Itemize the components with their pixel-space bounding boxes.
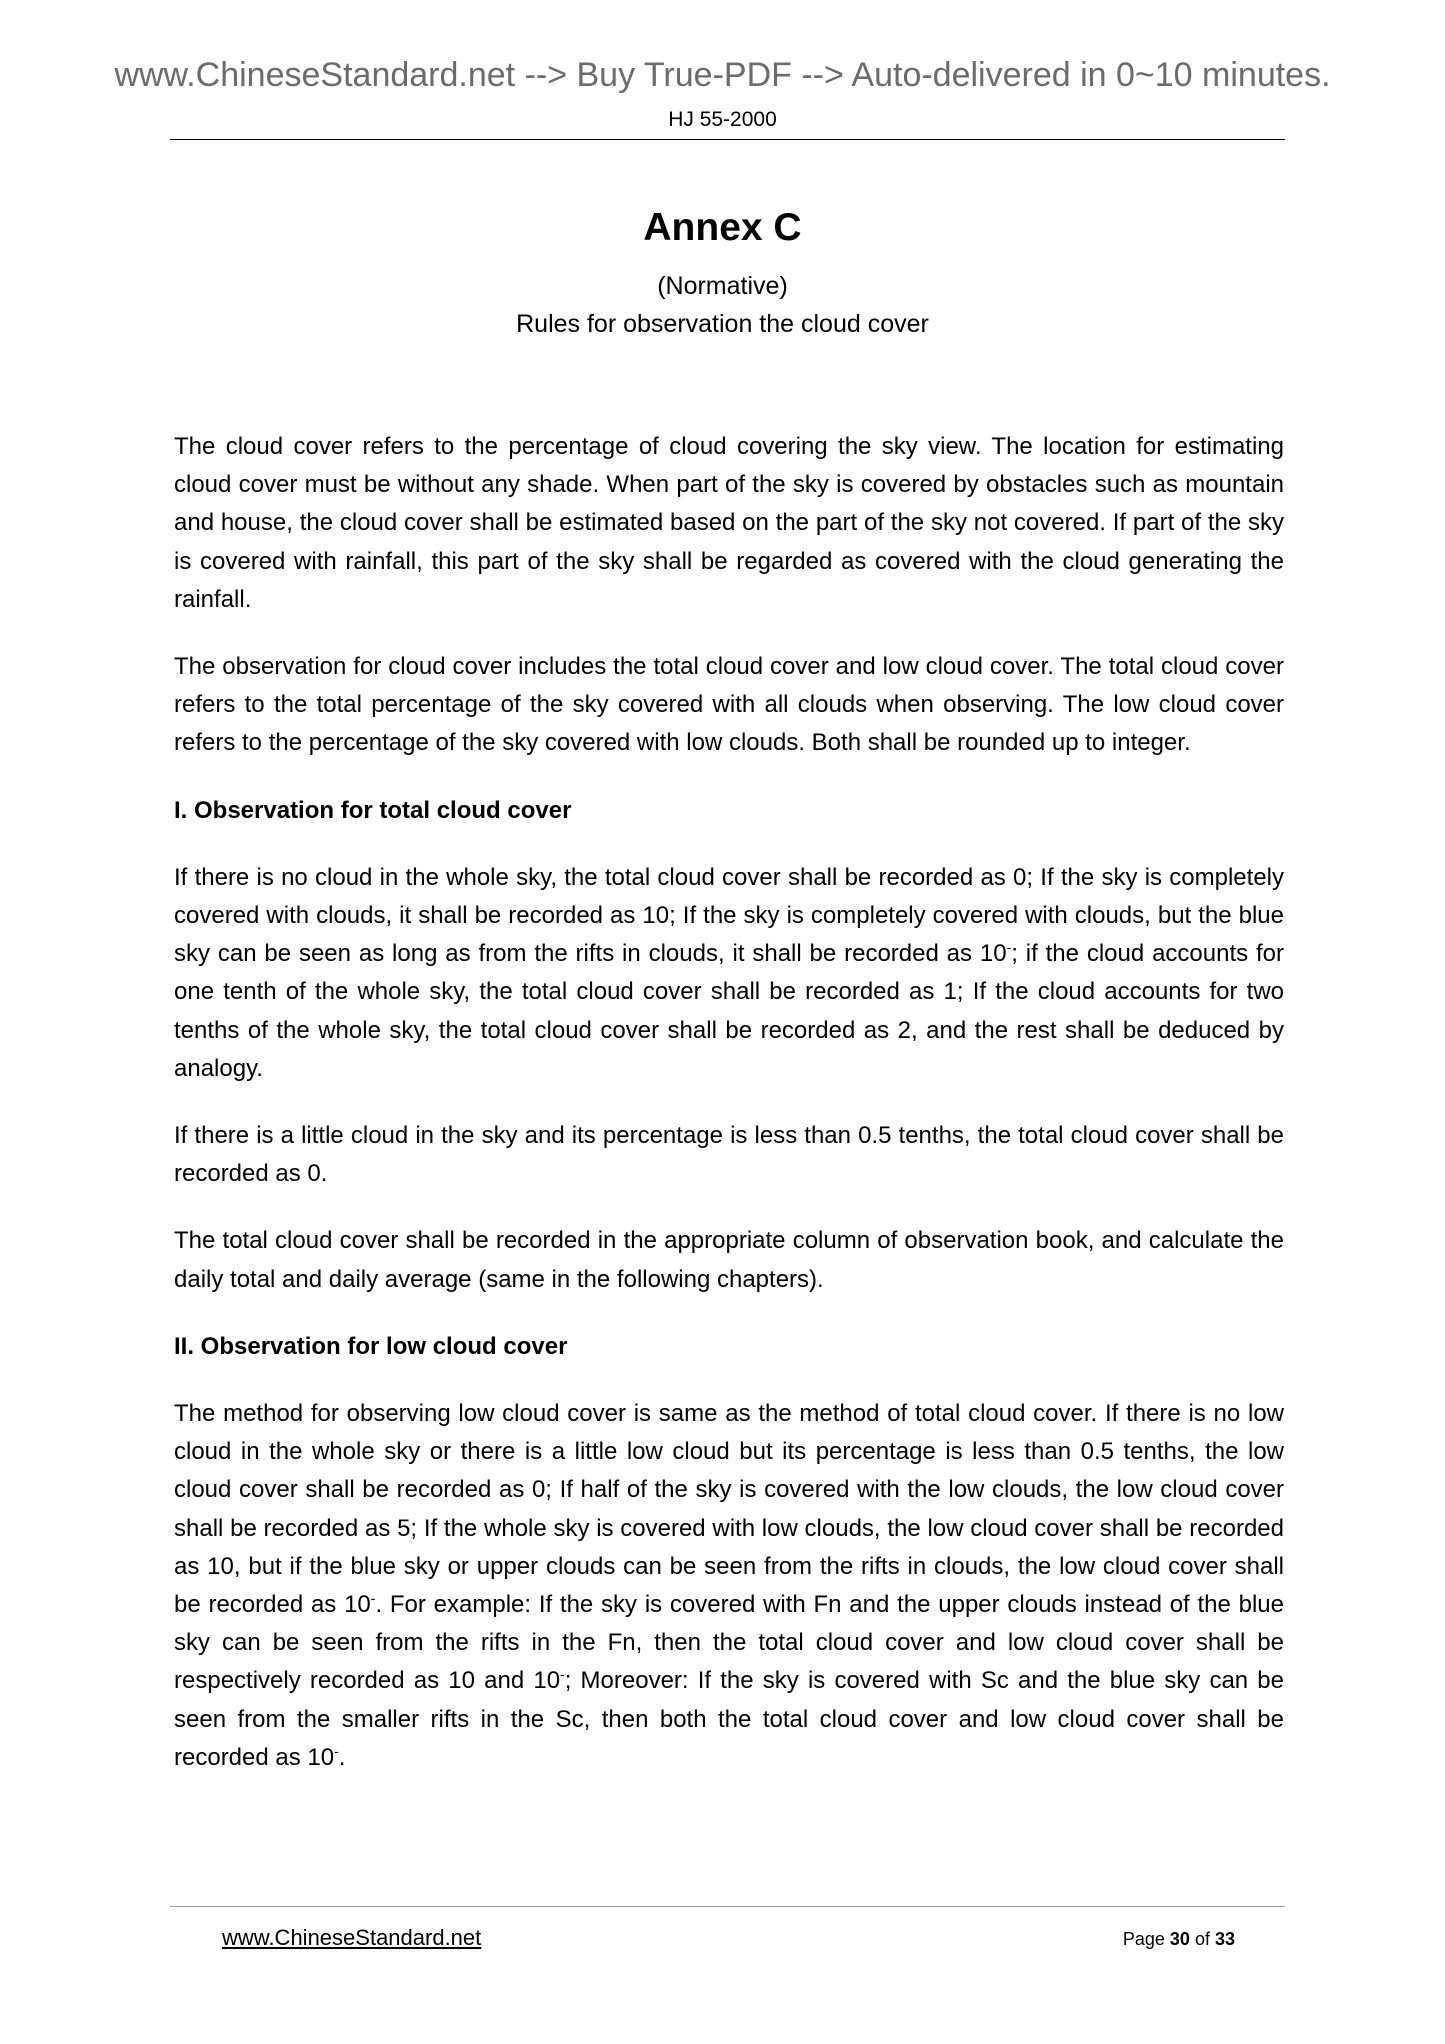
section-heading-total-cloud: I. Observation for total cloud cover xyxy=(174,796,572,824)
superscript-minus: - xyxy=(370,1590,376,1607)
annex-title: Annex C xyxy=(643,206,802,249)
superscript-minus: - xyxy=(560,1666,565,1683)
superscript-minus: - xyxy=(334,1742,339,1759)
low-cloud-paragraph-1 xyxy=(174,1395,1284,1777)
document-body xyxy=(174,428,1284,1806)
page-of: of xyxy=(1189,1929,1215,1949)
intro-paragraph-1: The cloud cover refers to the percentage of cloud covering the sky view. The location for estimating cloud cover must be without any shade. When part of the sky is covered by obstacles such as mountain and house, the cloud cover shall be estimated based on the part of the sky not covered. If part of the sky is covered with rainfall, this part of the sky shall be regarded as covered with the cloud generating the rainfall. xyxy=(174,433,1284,613)
annex-type: (Normative) xyxy=(657,272,788,300)
text-segment: . For example: If the sky is covered with Fn and the upper clouds instead of the blue sky can be seen from the rifts in the Fn, then the total cloud cover and low cloud cover shall be respectively recorded as 10 and 10 xyxy=(174,1591,1284,1695)
text-segment: ; Moreover: If the sky is covered with Sc and the blue sky can be seen from the smaller rifts in the Sc, then both the total cloud cover and low cloud cover shall be recorded as 10 xyxy=(174,1667,1285,1771)
section-heading-low-cloud: II. Observation for low cloud cover xyxy=(174,1332,568,1360)
header-divider xyxy=(170,139,1285,140)
text-segment: ; if the cloud accounts for one tenth of the whole sky, the total cloud cover shall be recorded as 1; If the cloud accounts for two tenths of the whole sky, the total cloud cover shall be recorded as 2, and the rest shall be deduced by analogy. xyxy=(174,940,1284,1082)
text-segment: The method for observing low cloud cover is same as the method of total cloud cover. If there is no low cloud in the whole sky or there is a little low cloud but its percentage is less than 0.5 tenths, the low cloud cover shall be recorded as 0; If half of the sky is covered with the low clouds, the low cloud cover shall be recorded as 5; If the whole sky is covered with low clouds, the low cloud cover shall be recorded as 10, but if the blue sky or upper clouds can be seen from the rifts in clouds, the low cloud cover shall be recorded as 10 xyxy=(174,1400,1284,1619)
site-banner: www.ChineseStandard.net --> Buy True-PDF --> Auto-delivered in 0~10 minutes. xyxy=(114,56,1331,94)
footer-divider xyxy=(170,1906,1285,1907)
annex-subtitle: Rules for observation the cloud cover xyxy=(516,310,929,338)
standard-code: HJ 55-2000 xyxy=(668,108,777,131)
superscript-minus: - xyxy=(1006,939,1012,956)
page-prefix: Page xyxy=(1122,1929,1170,1949)
text-segment: . xyxy=(338,1743,346,1771)
total-cloud-paragraph-1 xyxy=(174,859,1284,1088)
footer-website-link[interactable]: www.ChineseStandard.net xyxy=(222,1925,482,1950)
total-cloud-paragraph-3: The total cloud cover shall be recorded in the appropriate column of observation book, and calculate the daily total and daily average (same in the following chapters). xyxy=(174,1227,1284,1293)
page-number xyxy=(1123,1929,1235,1950)
text-segment: If there is no cloud in the whole sky, the total cloud cover shall be recorded as 0; If the sky is completely covered with clouds, it shall be recorded as 10; If the sky is completely covered with clouds, but the blue sky can be seen as long as from the rifts in clouds, it shall be recorded as 10 xyxy=(174,863,1284,968)
page-current: 30 xyxy=(1169,1929,1190,1949)
total-cloud-paragraph-2: If there is a little cloud in the sky and its percentage is less than 0.5 tenths, the total cloud cover shall be recorded as 0. xyxy=(174,1122,1284,1188)
intro-paragraph-2: The observation for cloud cover includes the total cloud cover and low cloud cover. The total cloud cover refers to the total percentage of the sky covered with all clouds when observing. The low cloud cover refers to the percentage of the sky covered with low clouds. Both shall be rounded up to integer. xyxy=(174,653,1284,757)
page-total: 33 xyxy=(1214,1929,1235,1949)
